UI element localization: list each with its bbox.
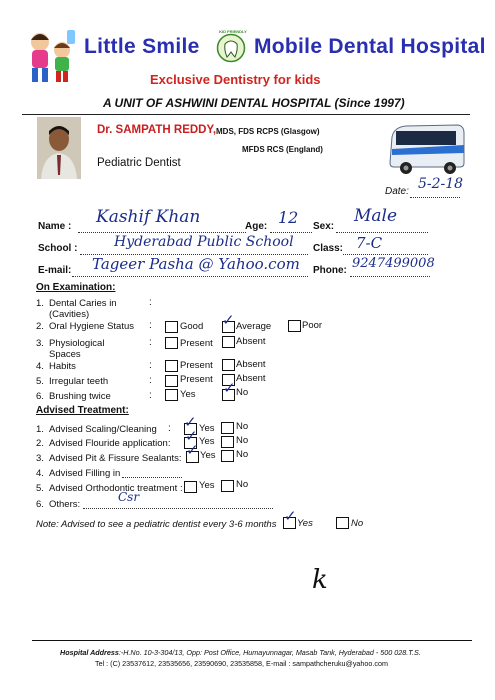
exam-2-good-label: Good xyxy=(180,321,204,332)
exam-5-label: Irregular teeth xyxy=(49,376,109,387)
age-line xyxy=(270,232,312,233)
name-value[interactable]: Kashif Khan xyxy=(96,207,201,227)
class-label: Class: xyxy=(313,243,344,254)
doctor-title: Pediatric Dentist xyxy=(97,157,181,169)
school-value[interactable]: Hyderabad Public School xyxy=(114,234,294,250)
phone-value[interactable]: 9247499008 xyxy=(352,256,435,271)
sex-value[interactable]: Male xyxy=(354,206,398,226)
treatment-2-num: 2. xyxy=(36,438,44,449)
exam-4-absent-checkbox[interactable] xyxy=(222,359,235,371)
exam-4-label: Habits xyxy=(49,361,76,372)
treatment-5-yes-checkbox[interactable] xyxy=(184,481,197,493)
exam-2-average-checkmark: ✓ xyxy=(222,311,235,329)
exam-2-poor-checkbox[interactable] xyxy=(288,320,301,332)
doctor-name: Dr. SAMPATH REDDY, xyxy=(97,124,217,136)
treatment-3-yes-checkmark: ✓ xyxy=(186,441,199,459)
name-line xyxy=(78,232,246,233)
exam-5-present-checkbox[interactable] xyxy=(165,375,178,387)
exam-2-average-label: Average xyxy=(236,321,272,332)
exam-6-colon: : xyxy=(149,390,152,401)
treatment-6-line xyxy=(83,508,273,509)
exam-5-absent-label: Absent xyxy=(236,373,266,384)
exam-3-colon: : xyxy=(149,337,152,348)
treatment-2-label: Advised Flouride application: xyxy=(49,438,171,449)
exam-1-label2: (Cavities) xyxy=(49,309,90,320)
exam-4-num: 4. xyxy=(36,361,44,372)
note-yes-checkmark: ✓ xyxy=(284,507,297,525)
doctor-photo xyxy=(37,117,81,179)
exam-2-colon: : xyxy=(149,320,152,331)
class-value[interactable]: 7-C xyxy=(356,234,383,252)
footer-address xyxy=(60,648,421,657)
treatment-4-num: 4. xyxy=(36,468,44,479)
note-no-label: No xyxy=(351,518,364,529)
exam-1-num: 1. xyxy=(36,298,44,309)
kid-friendly-text: KID FRIENDLY xyxy=(219,29,247,34)
exam-3-label2: Spaces xyxy=(49,349,81,360)
treatment-heading: Advised Treatment: xyxy=(36,405,129,416)
name-label: Name : xyxy=(38,221,72,232)
treatment-1-yes-checkmark: ✓ xyxy=(184,413,197,431)
treatment-2-yes-checkmark: ✓ xyxy=(185,427,198,445)
header-divider xyxy=(22,114,470,115)
treatment-6-label: Others: xyxy=(49,499,81,510)
treatment-4-label: Advised Filling in xyxy=(49,468,121,479)
sex-label: Sex: xyxy=(313,221,335,232)
footer-contact: Tel : (C) 23537612, 23535656, 23590690, 23535858, E-mail : sampathcheruku@yahoo.com xyxy=(95,659,388,668)
treatment-5-no-label: No xyxy=(236,479,249,490)
exam-4-present-label: Present xyxy=(180,360,213,371)
exam-5-num: 5. xyxy=(36,376,44,387)
exam-6-no-checkmark: ✓ xyxy=(223,379,236,397)
exam-3-present-checkbox[interactable] xyxy=(165,337,178,349)
treatment-3-no-checkbox[interactable] xyxy=(221,450,234,462)
treatment-3-yes-label: Yes xyxy=(200,450,216,461)
exam-6-yes-label: Yes xyxy=(180,389,196,400)
treatment-5-num: 5. xyxy=(36,483,44,494)
kids-logo xyxy=(20,28,78,86)
note-yes-label: Yes xyxy=(297,518,313,529)
treatment-2-yes-label: Yes xyxy=(199,436,215,447)
title-part2: Mobile Dental Hospital xyxy=(254,35,486,58)
exam-3-present-label: Present xyxy=(180,338,213,349)
kid-friendly-logo xyxy=(216,29,247,63)
treatment-1-num: 1. xyxy=(36,424,44,435)
note-text: Note: Advised to see a pediatric dentist every 3-6 months xyxy=(36,519,277,530)
phone-label: Phone: xyxy=(313,265,347,276)
exam-4-present-checkbox[interactable] xyxy=(165,360,178,372)
footer-address-label: Hospital Address xyxy=(60,648,119,657)
treatment-1-colon: : xyxy=(168,423,171,434)
age-value[interactable]: 12 xyxy=(278,208,299,227)
date-line xyxy=(410,197,460,198)
exam-2-num: 2. xyxy=(36,321,44,332)
treatment-5-no-checkbox[interactable] xyxy=(221,480,234,492)
treatment-3-no-label: No xyxy=(236,449,249,460)
email-value[interactable]: Tageer Pasha @ Yahoo.com xyxy=(92,255,300,273)
exam-6-num: 6. xyxy=(36,391,44,402)
treatment-5-label: Advised Orthodontic treatment : xyxy=(49,483,183,494)
exam-1-label: Dental Caries in xyxy=(49,298,117,309)
exam-4-absent-label: Absent xyxy=(236,359,266,370)
treatment-5-yes-label: Yes xyxy=(199,480,215,491)
exam-3-absent-checkbox[interactable] xyxy=(222,336,235,348)
subtitle: Exclusive Dentistry for kids xyxy=(150,72,321,87)
doctor-degrees-2: MFDS RCS (England) xyxy=(242,145,323,154)
treatment-2-no-label: No xyxy=(236,435,249,446)
doctor-degrees-1: MDS, FDS RCPS (Glasgow) xyxy=(216,127,320,136)
treatment-6-value[interactable]: Csr xyxy=(118,490,140,504)
treatment-4-line xyxy=(122,477,182,478)
exam-6-yes-checkbox[interactable] xyxy=(165,389,178,401)
exam-6-label: Brushing twice xyxy=(49,391,111,402)
exam-4-colon: : xyxy=(149,360,152,371)
bus-icon xyxy=(386,117,468,179)
exam-6-no-label: No xyxy=(236,387,249,398)
exam-2-good-checkbox[interactable] xyxy=(165,321,178,333)
exam-5-colon: : xyxy=(149,375,152,386)
treatment-3-label: Advised Pit & Fissure Sealants: xyxy=(49,453,182,464)
title-part1: Little Smile xyxy=(84,35,200,58)
exam-3-absent-label: Absent xyxy=(236,336,266,347)
unit-line: A UNIT OF ASHWINI DENTAL HOSPITAL (Since 1997) xyxy=(103,96,405,110)
treatment-1-no-label: No xyxy=(236,421,249,432)
phone-line xyxy=(350,276,430,277)
exam-1-colon: : xyxy=(149,297,152,308)
treatment-1-no-checkbox[interactable] xyxy=(221,422,234,434)
treatment-1-yes-label: Yes xyxy=(199,423,215,434)
examination-heading: On Examination: xyxy=(36,282,116,293)
footer-address-text: :-H.No. 10-3-304/13, Opp: Post Office, Humayunnagar, Masab Tank, Hyderabad - 500 028.T.S. xyxy=(118,648,421,657)
treatment-3-num: 3. xyxy=(36,453,44,464)
exam-3-num: 3. xyxy=(36,338,44,349)
note-no-checkbox[interactable] xyxy=(336,517,349,529)
email-line xyxy=(72,276,308,277)
exam-5-present-label: Present xyxy=(180,374,213,385)
treatment-6-num: 6. xyxy=(36,499,44,510)
treatment-1-label: Advised Scaling/Cleaning xyxy=(49,424,157,435)
class-line xyxy=(343,254,428,255)
date-value: 5-2-18 xyxy=(418,176,464,192)
exam-2-label: Oral Hygiene Status xyxy=(49,321,135,332)
school-label: School : xyxy=(38,243,78,254)
doctor-signature: k xyxy=(312,565,328,595)
date-label: Date: xyxy=(385,186,409,197)
age-label: Age: xyxy=(245,221,268,232)
sex-line xyxy=(336,232,428,233)
exam-2-poor-label: Poor xyxy=(302,320,323,331)
treatment-2-no-checkbox[interactable] xyxy=(221,436,234,448)
footer-divider xyxy=(32,640,472,641)
exam-3-label: Physiological xyxy=(49,338,105,349)
email-label: E-mail: xyxy=(38,265,72,276)
